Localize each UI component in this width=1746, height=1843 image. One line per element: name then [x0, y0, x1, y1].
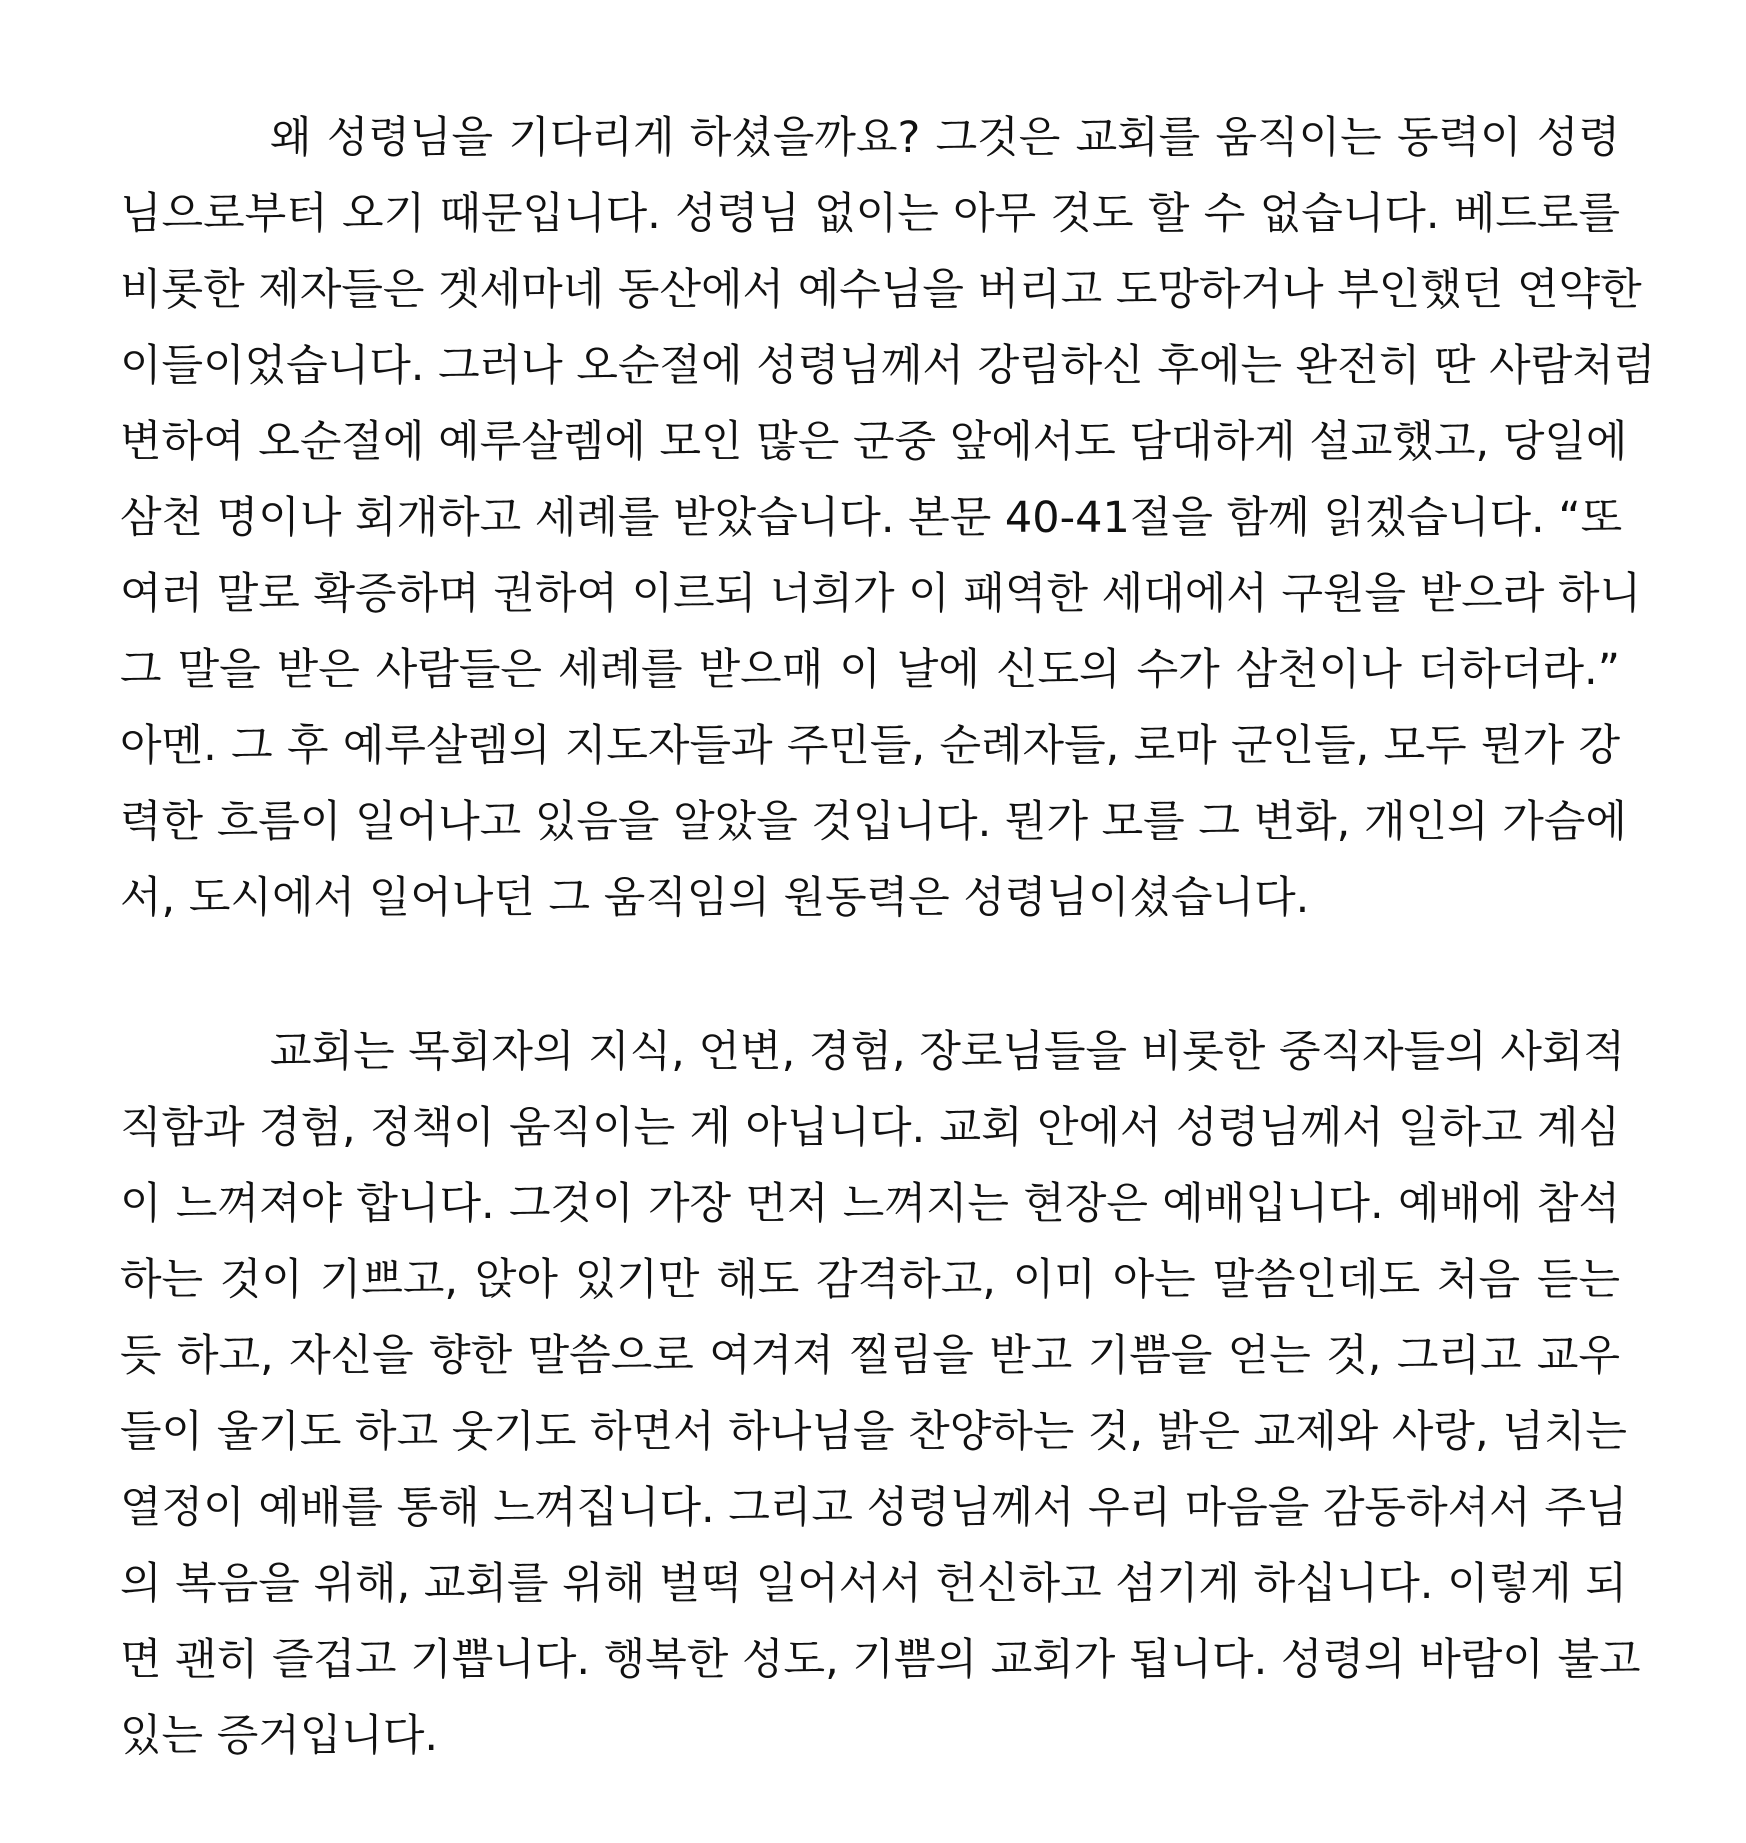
- text-line: 교회는 목회자의 지식, 언변, 경험, 장로님들을 비롯한 중직자들의 사회적: [270, 1027, 1625, 1077]
- text-line: 비롯한 제자들은 겟세마네 동산에서 예수님을 버리고 도망하거나 부인했던 연약한: [120, 265, 1642, 315]
- text-line: 아멘. 그 후 예루살렘의 지도자들과 주민들, 순례자들, 로마 군인들, 모두 뭔가 강: [120, 721, 1620, 771]
- text-line: 여러 말로 확증하며 권하여 이르되 너희가 이 패역한 세대에서 구원을 받으라 하니: [120, 569, 1642, 619]
- text-line: 왜 성령님을 기다리게 하셨을까요? 그것은 교회를 움직이는 동력이 성령: [270, 113, 1620, 163]
- text-line: 이 느껴져야 합니다. 그것이 가장 먼저 느껴지는 현장은 예배입니다. 예배에 참석: [120, 1179, 1620, 1229]
- text-line: 그 말을 받은 사람들은 세례를 받으매 이 날에 신도의 수가 삼천이나 더하더라.”: [120, 645, 1620, 695]
- text-line: 변하여 오순절에 예루살렘에 모인 많은 군중 앞에서도 담대하게 설교했고, 당일에: [120, 417, 1628, 467]
- text-line: 듯 하고, 자신을 향한 말씀으로 여겨져 찔림을 받고 기쁨을 얻는 것, 그리고 교우: [120, 1331, 1620, 1381]
- paragraph-1: [120, 100, 1656, 936]
- text-line: 의 복음을 위해, 교회를 위해 벌떡 일어서서 헌신하고 섬기게 하십니다. 이렇게 되: [120, 1559, 1627, 1609]
- text-line: 삼천 명이나 회개하고 세례를 받았습니다. 본문 40-41절을 함께 읽겠습니다. “또: [120, 493, 1623, 543]
- text-line: 이들이었습니다. 그러나 오순절에 성령님께서 강림하신 후에는 완전히 딴 사람처럼: [120, 341, 1656, 391]
- paragraph-spacer: [120, 936, 1620, 1014]
- text-line: 열정이 예배를 통해 느껴집니다. 그리고 성령님께서 우리 마음을 감동하셔서 주님: [120, 1483, 1628, 1533]
- document-page: [120, 100, 1656, 1774]
- text-line: 력한 흐름이 일어나고 있음을 알았을 것입니다. 뭔가 모를 그 변화, 개인의 가슴에: [120, 797, 1627, 847]
- text-line: 있는 증거입니다.: [120, 1711, 439, 1761]
- paragraph-2: [120, 1014, 1641, 1774]
- text-line: 면 괜히 즐겁고 기쁩니다. 행복한 성도, 기쁨의 교회가 됩니다. 성령의 바람이 불고: [120, 1635, 1641, 1685]
- text-line: 들이 울기도 하고 웃기도 하면서 하나님을 찬양하는 것, 밝은 교제와 사랑, 넘치는: [120, 1407, 1627, 1457]
- text-line: 하는 것이 기쁘고, 앉아 있기만 해도 감격하고, 이미 아는 말씀인데도 처음 듣는: [120, 1255, 1620, 1305]
- text-line: 직함과 경험, 정책이 움직이는 게 아닙니다. 교회 안에서 성령님께서 일하고 계심: [120, 1103, 1620, 1153]
- text-line: 님으로부터 오기 때문입니다. 성령님 없이는 아무 것도 할 수 없습니다. 베드로를: [120, 189, 1620, 239]
- text-line: 서, 도시에서 일어나던 그 움직임의 원동력은 성령님이셨습니다.: [120, 873, 1310, 923]
